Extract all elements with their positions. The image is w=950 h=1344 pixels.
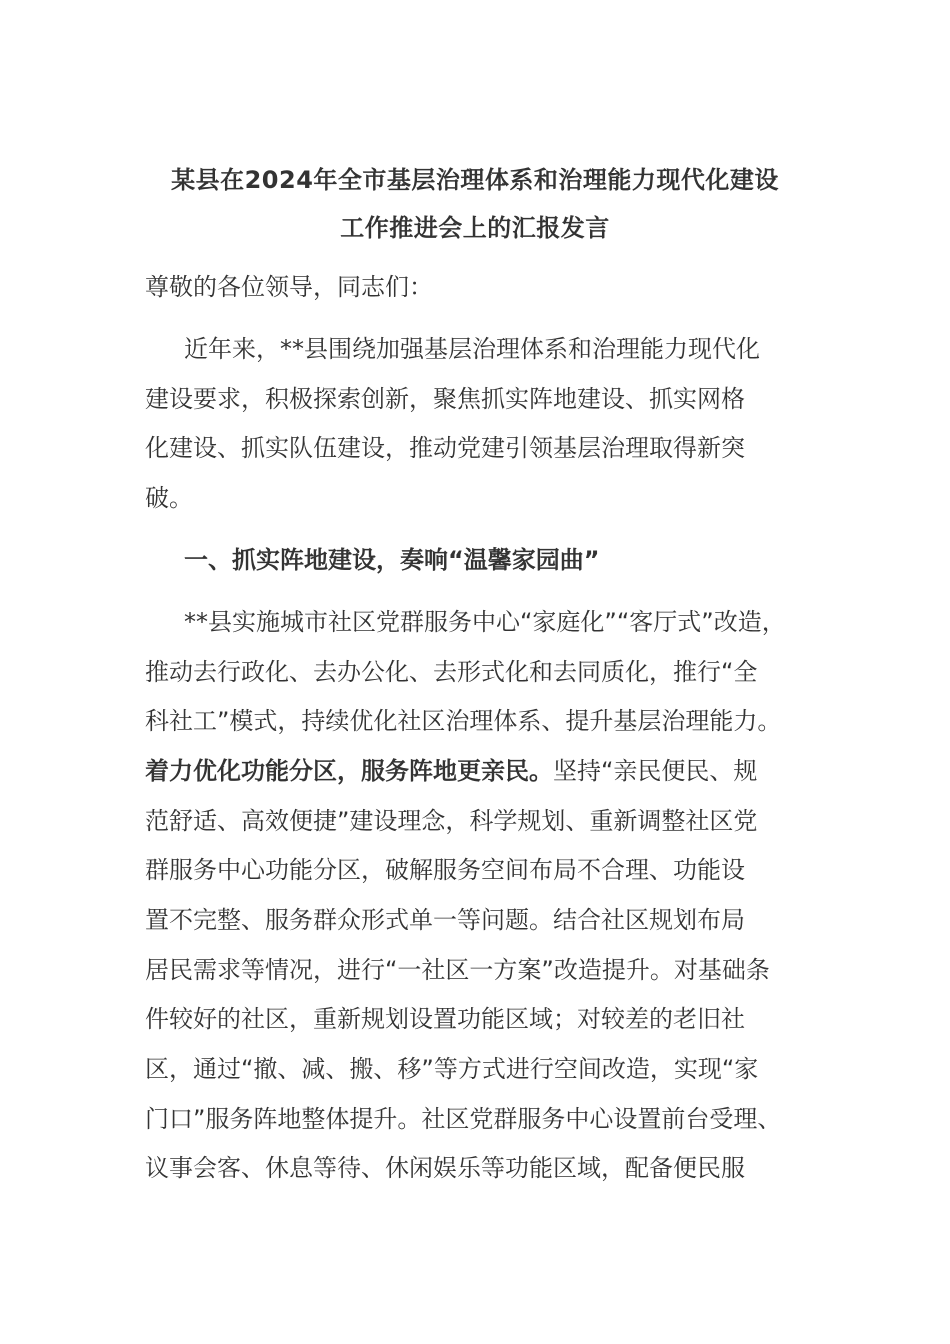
lead-tail-text: 坚持“亲民便民、规 bbox=[553, 757, 758, 785]
body-line: 置不完整、服务群众形式单一等问题。结合社区规划布局 bbox=[145, 906, 745, 934]
body-line: 群服务中心功能分区，破解服务空间布局不合理、功能设 bbox=[145, 856, 745, 884]
salutation: 尊敬的各位领导，同志们： bbox=[145, 273, 433, 301]
intro-line: 建设要求，积极探索创新，聚焦抓实阵地建设、抓实网格 bbox=[145, 385, 745, 413]
document-title-line-1: 某县在2024年全市基层治理体系和治理能力现代化建设 bbox=[171, 166, 779, 194]
body-line: 议事会客、休息等待、休闲娱乐等功能区域，配备便民服 bbox=[145, 1154, 745, 1182]
body-line: 居民需求等情况，进行“一社区一方案”改造提升。对基础条 bbox=[145, 956, 770, 984]
intro-line: 破。 bbox=[145, 484, 193, 512]
body-line: 区，通过“撤、减、搬、移”等方式进行空间改造，实现“家 bbox=[145, 1055, 759, 1083]
bold-lead-sentence: 着力优化功能分区，服务阵地更亲民。 bbox=[145, 757, 553, 785]
intro-line: 近年来，**县围绕加强基层治理体系和治理能力现代化 bbox=[184, 335, 760, 363]
document-title-line-2: 工作推进会上的汇报发言 bbox=[340, 214, 610, 242]
body-line: 件较好的社区，重新规划设置功能区域；对较差的老旧社 bbox=[145, 1005, 745, 1033]
body-line: 门口”服务阵地整体提升。社区党群服务中心设置前台受理、 bbox=[145, 1105, 782, 1133]
body-line: **县实施城市社区党群服务中心“家庭化”“客厅式”改造， bbox=[184, 608, 786, 636]
intro-line: 化建设、抓实队伍建设，推动党建引领基层治理取得新突 bbox=[145, 434, 745, 462]
body-line: 科社工”模式，持续优化社区治理体系、提升基层治理能力。 bbox=[145, 707, 782, 735]
section-heading: 一、抓实阵地建设，奏响“温馨家园曲” bbox=[184, 546, 600, 574]
body-line-with-bold-lead bbox=[145, 756, 757, 786]
body-line: 推动去行政化、去办公化、去形式化和去同质化，推行“全 bbox=[145, 658, 758, 686]
body-line: 范舒适、高效便捷”建设理念，科学规划、重新调整社区党 bbox=[145, 807, 758, 835]
